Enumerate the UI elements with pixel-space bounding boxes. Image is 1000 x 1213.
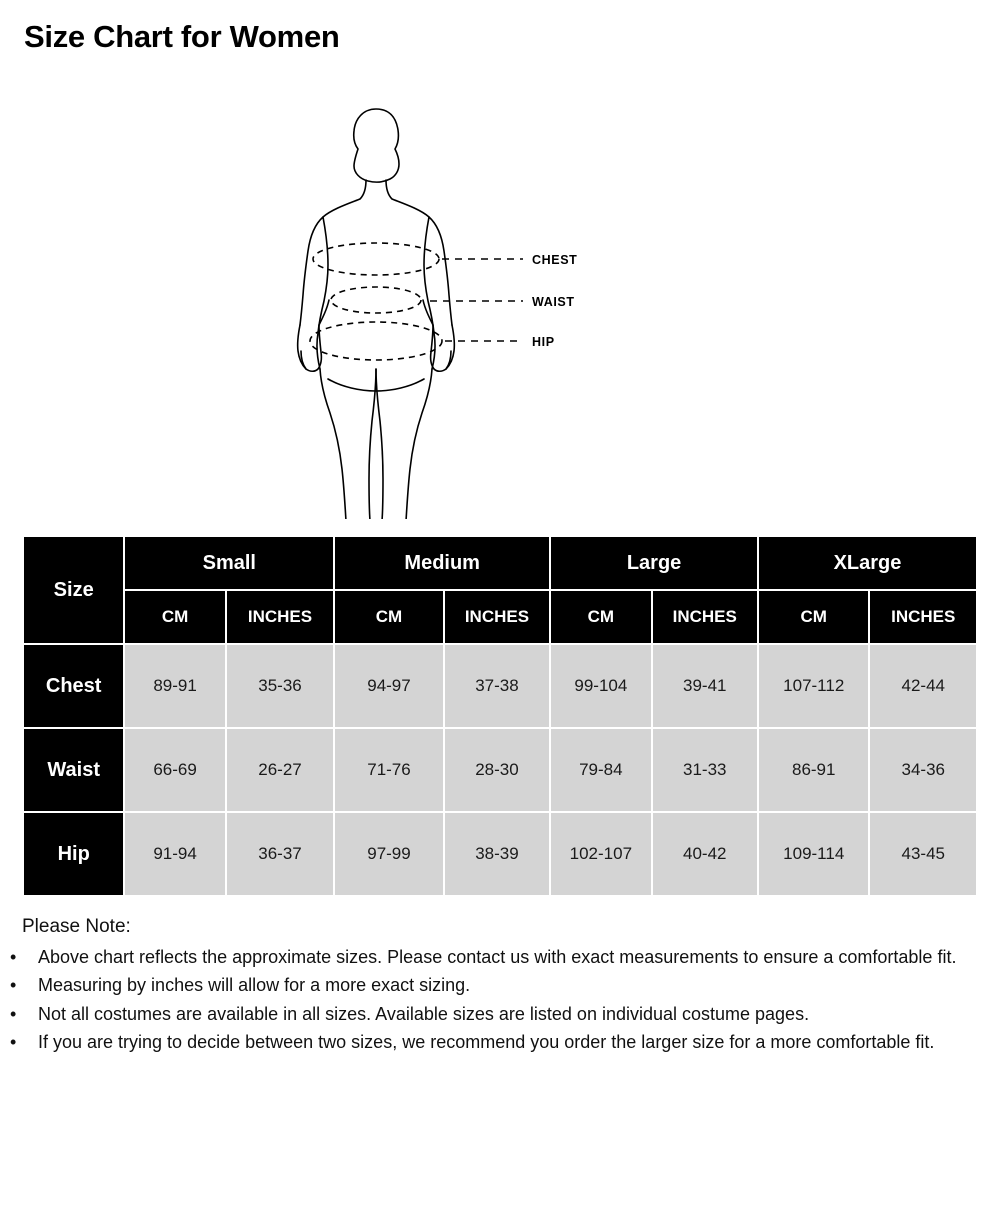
cell-waist-large-cm: 79-84 <box>550 728 651 812</box>
cell-chest-large-inches: 39-41 <box>652 644 758 728</box>
cell-hip-small-cm: 91-94 <box>124 812 225 896</box>
cell-hip-medium-cm: 97-99 <box>334 812 443 896</box>
unit-header-small-cm: CM <box>124 590 225 644</box>
waist-label: WAIST <box>532 295 575 309</box>
notes-heading: Please Note: <box>22 916 131 937</box>
group-header-small: Small <box>124 536 334 590</box>
cell-chest-large-cm: 99-104 <box>550 644 651 728</box>
hip-label: HIP <box>532 335 555 349</box>
note-text: If you are trying to decide between two sizes, we recommend you order the larger size for a more comfortable fit. <box>38 1031 935 1052</box>
body-figure-container <box>22 69 978 519</box>
cell-hip-small-inches: 36-37 <box>226 812 334 896</box>
note-item <box>10 1001 978 1028</box>
group-header-xlarge: XLarge <box>758 536 977 590</box>
cell-chest-medium-inches: 37-38 <box>444 644 550 728</box>
waist-ellipse <box>331 287 421 313</box>
table-row <box>23 728 977 812</box>
cell-chest-medium-cm: 94-97 <box>334 644 443 728</box>
cell-waist-small-inches: 26-27 <box>226 728 334 812</box>
cell-hip-xlarge-inches: 43-45 <box>869 812 977 896</box>
cell-chest-small-inches: 35-36 <box>226 644 334 728</box>
cell-waist-medium-cm: 71-76 <box>334 728 443 812</box>
cell-waist-xlarge-inches: 34-36 <box>869 728 977 812</box>
unit-header-small-inches: INCHES <box>226 590 334 644</box>
unit-header-large-cm: CM <box>550 590 651 644</box>
row-label-chest: Chest <box>23 644 124 728</box>
unit-header-xlarge-inches: INCHES <box>869 590 977 644</box>
cell-waist-small-cm: 66-69 <box>124 728 225 812</box>
bullet-icon: • <box>10 975 17 996</box>
hip-ellipse <box>310 322 442 360</box>
unit-header-xlarge-cm: CM <box>758 590 870 644</box>
note-item <box>10 1029 978 1056</box>
unit-header-medium-inches: INCHES <box>444 590 550 644</box>
cell-waist-large-inches: 31-33 <box>652 728 758 812</box>
cell-hip-large-cm: 102-107 <box>550 812 651 896</box>
bullet-icon: • <box>10 946 17 967</box>
notes-section <box>10 913 978 1056</box>
group-header-medium: Medium <box>334 536 550 590</box>
table-header-units <box>23 590 977 644</box>
bullet-icon: • <box>10 1031 17 1052</box>
cell-waist-medium-inches: 28-30 <box>444 728 550 812</box>
unit-header-large-inches: INCHES <box>652 590 758 644</box>
chest-label: CHEST <box>532 253 578 267</box>
cell-hip-medium-inches: 38-39 <box>444 812 550 896</box>
page-title: Size Chart for Women <box>24 19 340 54</box>
cell-chest-small-cm: 89-91 <box>124 644 225 728</box>
row-label-waist: Waist <box>23 728 124 812</box>
cell-chest-xlarge-cm: 107-112 <box>758 644 870 728</box>
cell-hip-xlarge-cm: 109-114 <box>758 812 870 896</box>
cell-waist-xlarge-cm: 86-91 <box>758 728 870 812</box>
unit-header-medium-cm: CM <box>334 590 443 644</box>
bullet-icon: • <box>10 1003 17 1024</box>
table-header-groups <box>23 536 977 590</box>
note-item <box>10 944 978 971</box>
table-row <box>23 644 977 728</box>
size-corner-label: Size <box>23 536 124 644</box>
cell-hip-large-inches: 40-42 <box>652 812 758 896</box>
female-body-outline-icon <box>180 69 820 519</box>
size-chart-table <box>22 535 978 897</box>
group-header-large: Large <box>550 536 758 590</box>
cell-chest-xlarge-inches: 42-44 <box>869 644 977 728</box>
female-body-diagram <box>180 69 820 519</box>
note-text: Above chart reflects the approximate sizes. Please contact us with exact measurements to ensure a comfortable fit. <box>38 946 957 967</box>
table-row <box>23 812 977 896</box>
note-text: Measuring by inches will allow for a more exact sizing. <box>38 975 471 996</box>
row-label-hip: Hip <box>23 812 124 896</box>
note-text: Not all costumes are available in all sizes. Available sizes are listed on individual costume pages. <box>38 1003 810 1024</box>
note-item <box>10 972 978 999</box>
chest-ellipse <box>313 243 439 275</box>
size-chart-page <box>0 19 1000 1056</box>
